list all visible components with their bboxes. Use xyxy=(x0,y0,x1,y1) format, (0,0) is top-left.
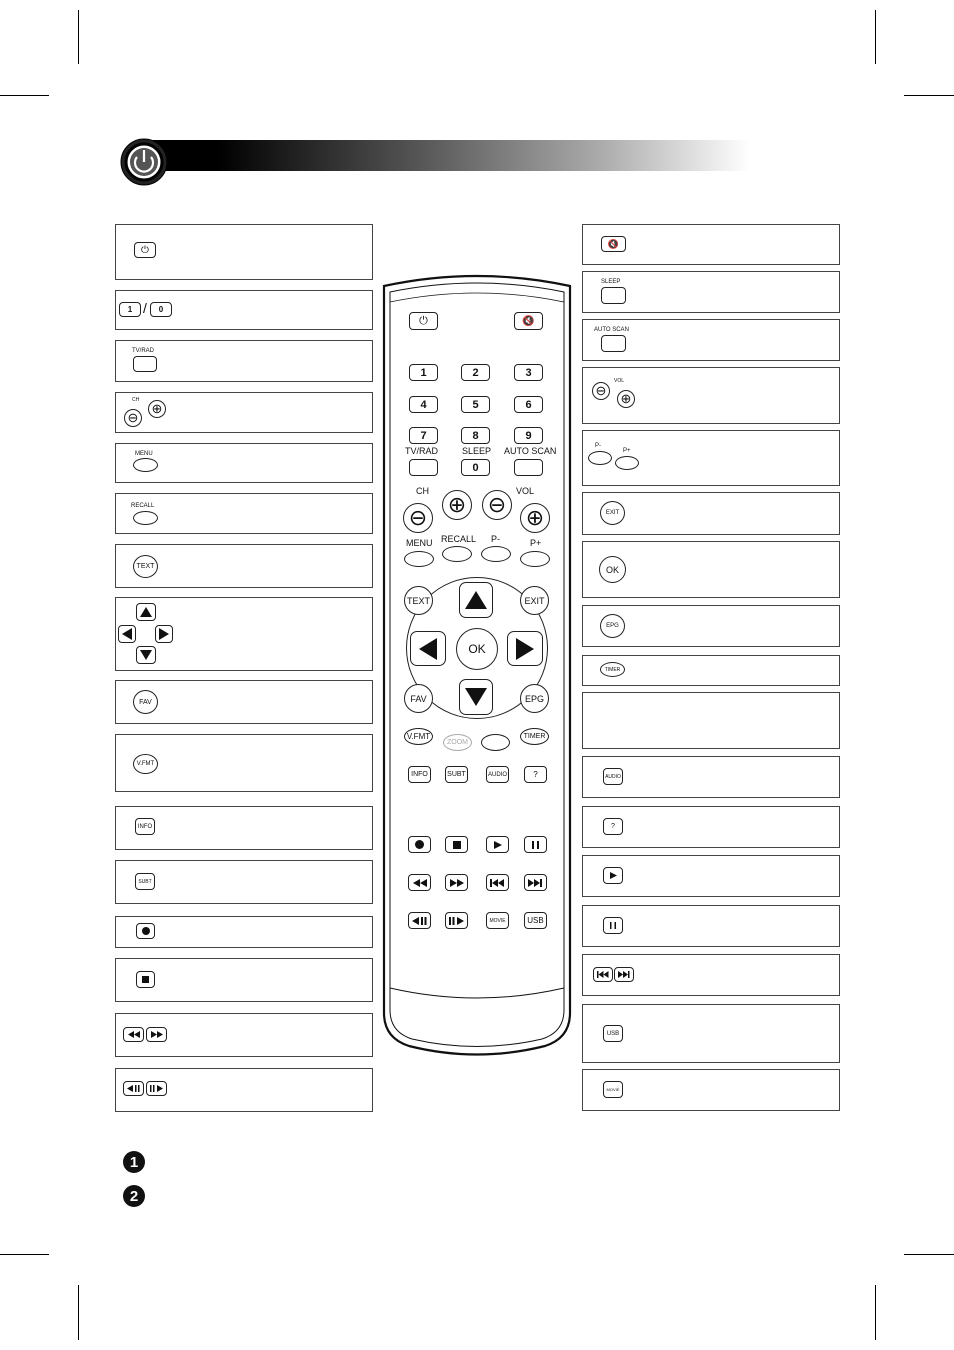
text-button[interactable]: TEXT xyxy=(133,555,158,578)
rewind-button[interactable] xyxy=(123,1027,144,1042)
pminus-label: P- xyxy=(595,443,601,449)
epg-button[interactable]: EPG xyxy=(600,614,625,638)
remote-left-button[interactable] xyxy=(410,631,446,666)
power-logo-icon xyxy=(120,138,168,186)
crop-mark xyxy=(78,1285,79,1340)
crop-mark xyxy=(0,95,49,96)
pause-button[interactable] xyxy=(603,917,623,934)
remote-digit-7[interactable]: 7 xyxy=(409,427,438,444)
info-button[interactable]: INFO xyxy=(135,818,155,835)
menu-button[interactable] xyxy=(133,458,158,472)
arrow-up-button[interactable] xyxy=(136,603,156,621)
help-button[interactable]: ? xyxy=(603,818,623,835)
arrow-right-button[interactable] xyxy=(155,625,173,643)
legend-box-empty xyxy=(582,692,840,749)
remote-blank-button[interactable] xyxy=(481,734,510,751)
arrow-left-button[interactable] xyxy=(118,625,136,643)
play-icon xyxy=(494,841,502,849)
vol-label: VOL xyxy=(614,378,625,384)
audio-button[interactable]: AUDIO xyxy=(603,768,623,785)
subt-button[interactable]: SUBT xyxy=(135,873,155,890)
prev-icon xyxy=(597,971,609,978)
remote-recall-button[interactable] xyxy=(442,546,472,562)
remote-text-button[interactable]: TEXT xyxy=(404,586,433,615)
remote-menu-button[interactable] xyxy=(404,551,434,567)
vol-minus-button[interactable] xyxy=(592,382,610,400)
remote-down-button[interactable] xyxy=(459,679,493,715)
sleep-label: SLEEP xyxy=(601,279,621,285)
remote-digit-0[interactable]: 0 xyxy=(461,459,490,476)
arrow-right-icon xyxy=(159,628,169,640)
remote-digit-5[interactable]: 5 xyxy=(461,396,490,413)
remote-next-button[interactable] xyxy=(524,874,547,891)
stop-button[interactable] xyxy=(136,971,155,988)
digit-zero-button[interactable]: 0 xyxy=(150,302,172,317)
remote-stop-button[interactable] xyxy=(445,836,468,853)
pause-icon xyxy=(532,841,539,849)
remote-timer-button[interactable]: TIMER xyxy=(520,728,549,745)
crop-mark xyxy=(875,1285,876,1340)
ch-plus-button[interactable] xyxy=(148,400,166,418)
remote-digit-9[interactable]: 9 xyxy=(514,427,543,444)
menu-label: MENU xyxy=(135,451,153,457)
remote-up-button[interactable] xyxy=(459,582,493,618)
remote-prev-button[interactable] xyxy=(486,874,509,891)
minus-icon: ⊖ xyxy=(487,492,507,517)
fast-forward-icon xyxy=(151,1031,163,1038)
arrow-down-icon xyxy=(140,650,152,660)
record-icon xyxy=(142,927,150,935)
remote-vol-label: VOL xyxy=(516,486,535,496)
header-banner xyxy=(145,140,750,171)
record-button[interactable] xyxy=(136,923,155,939)
crop-mark xyxy=(0,1254,49,1255)
ok-button[interactable]: OK xyxy=(599,556,626,583)
remote-digit-4[interactable]: 4 xyxy=(409,396,438,413)
remote-fav-button[interactable]: FAV xyxy=(404,684,433,713)
slow-back-icon xyxy=(412,917,427,925)
pplus-button[interactable] xyxy=(615,456,639,470)
stop-icon xyxy=(142,976,149,983)
minus-icon: ⊖ xyxy=(127,410,139,425)
mute-icon: 🔇 xyxy=(607,238,620,249)
minus-icon: ⊖ xyxy=(408,505,428,530)
remote-fast-forward-button[interactable] xyxy=(445,874,468,891)
remote-usb-button[interactable]: USB xyxy=(524,912,547,929)
remote-movie-button[interactable]: MOVIE xyxy=(486,912,509,929)
remote-digit-3[interactable]: 3 xyxy=(514,364,543,381)
remote-subt-button[interactable]: SUBT xyxy=(445,766,468,783)
fast-forward-icon xyxy=(450,879,464,887)
stop-icon xyxy=(453,841,461,849)
slow-forward-icon xyxy=(449,917,464,925)
movie-button[interactable]: MOVIE xyxy=(603,1081,623,1098)
play-button[interactable] xyxy=(603,867,623,884)
rewind-icon xyxy=(413,879,427,887)
crop-mark xyxy=(78,10,79,64)
note-one-badge: 1 xyxy=(123,1151,145,1173)
fast-forward-button[interactable] xyxy=(146,1027,167,1042)
ch-minus-button[interactable] xyxy=(124,409,142,427)
remote-digit-2[interactable]: 2 xyxy=(461,364,490,381)
remote-digit-1[interactable]: 1 xyxy=(409,364,438,381)
mute-icon: 🔇 xyxy=(522,315,535,327)
slow-back-icon xyxy=(127,1085,140,1092)
remote-pminus-button[interactable] xyxy=(481,546,511,562)
mute-button[interactable] xyxy=(601,236,626,252)
remote-exit-button[interactable]: EXIT xyxy=(520,586,549,615)
plus-icon: ⊕ xyxy=(447,492,467,517)
remote-mute-button[interactable] xyxy=(514,312,543,330)
next-icon xyxy=(528,879,543,887)
pminus-button[interactable] xyxy=(588,451,612,465)
arrow-left-icon xyxy=(419,638,437,660)
remote-pminus-label: P- xyxy=(491,534,500,544)
slow-forward-icon xyxy=(150,1085,163,1092)
digit-one-button[interactable]: 1 xyxy=(119,302,141,317)
pause-icon xyxy=(610,922,616,929)
remote-epg-button[interactable]: EPG xyxy=(520,684,549,713)
remote-slow-forward-button[interactable] xyxy=(445,912,468,929)
plus-icon: ⊕ xyxy=(620,391,632,406)
remote-menu-label: MENU xyxy=(406,538,433,548)
remote-ch-plus-button[interactable] xyxy=(442,490,472,520)
remote-tvrad-button[interactable] xyxy=(409,459,438,476)
tvrad-label: TV/RAD xyxy=(132,348,155,354)
slow-forward-button[interactable] xyxy=(146,1081,167,1096)
crop-mark xyxy=(875,10,876,64)
arrow-up-icon xyxy=(140,607,152,617)
digit-separator: / xyxy=(143,300,147,316)
arrow-left-icon xyxy=(122,628,132,640)
power-icon: ⏻ xyxy=(141,244,149,256)
arrow-right-icon xyxy=(516,638,534,660)
slow-back-button[interactable] xyxy=(123,1081,144,1096)
remote-pause-button[interactable] xyxy=(524,836,547,853)
remote-ch-label: CH xyxy=(416,486,429,496)
remote-record-button[interactable] xyxy=(408,836,431,853)
remote-vol-minus-button[interactable] xyxy=(482,490,512,520)
rewind-icon xyxy=(128,1031,140,1038)
crop-mark xyxy=(904,1254,954,1255)
remote-help-button[interactable]: ? xyxy=(524,766,547,783)
remote-rewind-button[interactable] xyxy=(408,874,431,891)
remote-tvrad-label: TV/RAD xyxy=(405,446,439,456)
arrow-down-button[interactable] xyxy=(136,646,156,664)
remote-recall-label: RECALL xyxy=(441,534,477,544)
ch-label: CH xyxy=(132,397,140,403)
vol-plus-button[interactable] xyxy=(617,390,635,408)
prev-button[interactable] xyxy=(593,967,613,982)
remote-autoscan-label: AUTO SCAN xyxy=(504,446,557,456)
pplus-label: P+ xyxy=(623,448,631,454)
play-icon xyxy=(610,872,617,879)
note-two-badge: 2 xyxy=(123,1185,145,1207)
sleep-button[interactable] xyxy=(601,287,626,304)
remote-info-button[interactable]: INFO xyxy=(408,766,431,783)
arrow-down-icon xyxy=(465,688,487,706)
power-icon: ⏻ xyxy=(419,314,428,327)
arrow-up-icon xyxy=(465,591,487,609)
remote-autoscan-button[interactable] xyxy=(514,459,543,476)
remote-play-button[interactable] xyxy=(486,836,509,853)
remote-vfmt-button[interactable]: V.FMT xyxy=(404,728,433,745)
power-button[interactable] xyxy=(134,242,156,258)
plus-icon: ⊕ xyxy=(151,401,163,416)
remote-digit-6[interactable]: 6 xyxy=(514,396,543,413)
remote-audio-button[interactable]: AUDIO xyxy=(486,766,509,783)
crop-mark xyxy=(904,95,954,96)
minus-icon: ⊖ xyxy=(595,383,607,398)
vfmt-button[interactable]: V.FMT xyxy=(133,754,158,774)
fav-button[interactable]: FAV xyxy=(133,690,158,714)
exit-button[interactable]: EXIT xyxy=(600,501,625,525)
remote-zoom-button[interactable]: ZOOM xyxy=(443,734,472,751)
autoscan-label: AUTO SCAN xyxy=(594,327,629,333)
remote-sleep-label: SLEEP xyxy=(462,446,492,456)
next-button[interactable] xyxy=(614,967,634,982)
remote-pplus-label: P+ xyxy=(530,538,542,548)
remote-ch-minus-button[interactable] xyxy=(403,503,433,533)
next-icon xyxy=(618,971,630,978)
record-icon xyxy=(415,840,424,849)
timer-button[interactable]: TIMER xyxy=(600,662,625,677)
remote-vol-plus-button[interactable] xyxy=(520,503,550,533)
remote-right-button[interactable] xyxy=(507,631,543,666)
recall-button[interactable] xyxy=(133,511,158,525)
remote-ok-button[interactable]: OK xyxy=(456,628,498,670)
plus-icon: ⊕ xyxy=(525,505,545,530)
remote-pplus-button[interactable] xyxy=(520,551,550,567)
autoscan-button[interactable] xyxy=(601,335,626,352)
remote-slow-back-button[interactable] xyxy=(408,912,431,929)
recall-label: RECALL xyxy=(131,503,155,509)
tvrad-button[interactable] xyxy=(133,356,157,372)
usb-button[interactable]: USB xyxy=(603,1025,623,1042)
remote-digit-8[interactable]: 8 xyxy=(461,427,490,444)
prev-icon xyxy=(490,879,505,887)
remote-power-button[interactable] xyxy=(409,312,438,330)
